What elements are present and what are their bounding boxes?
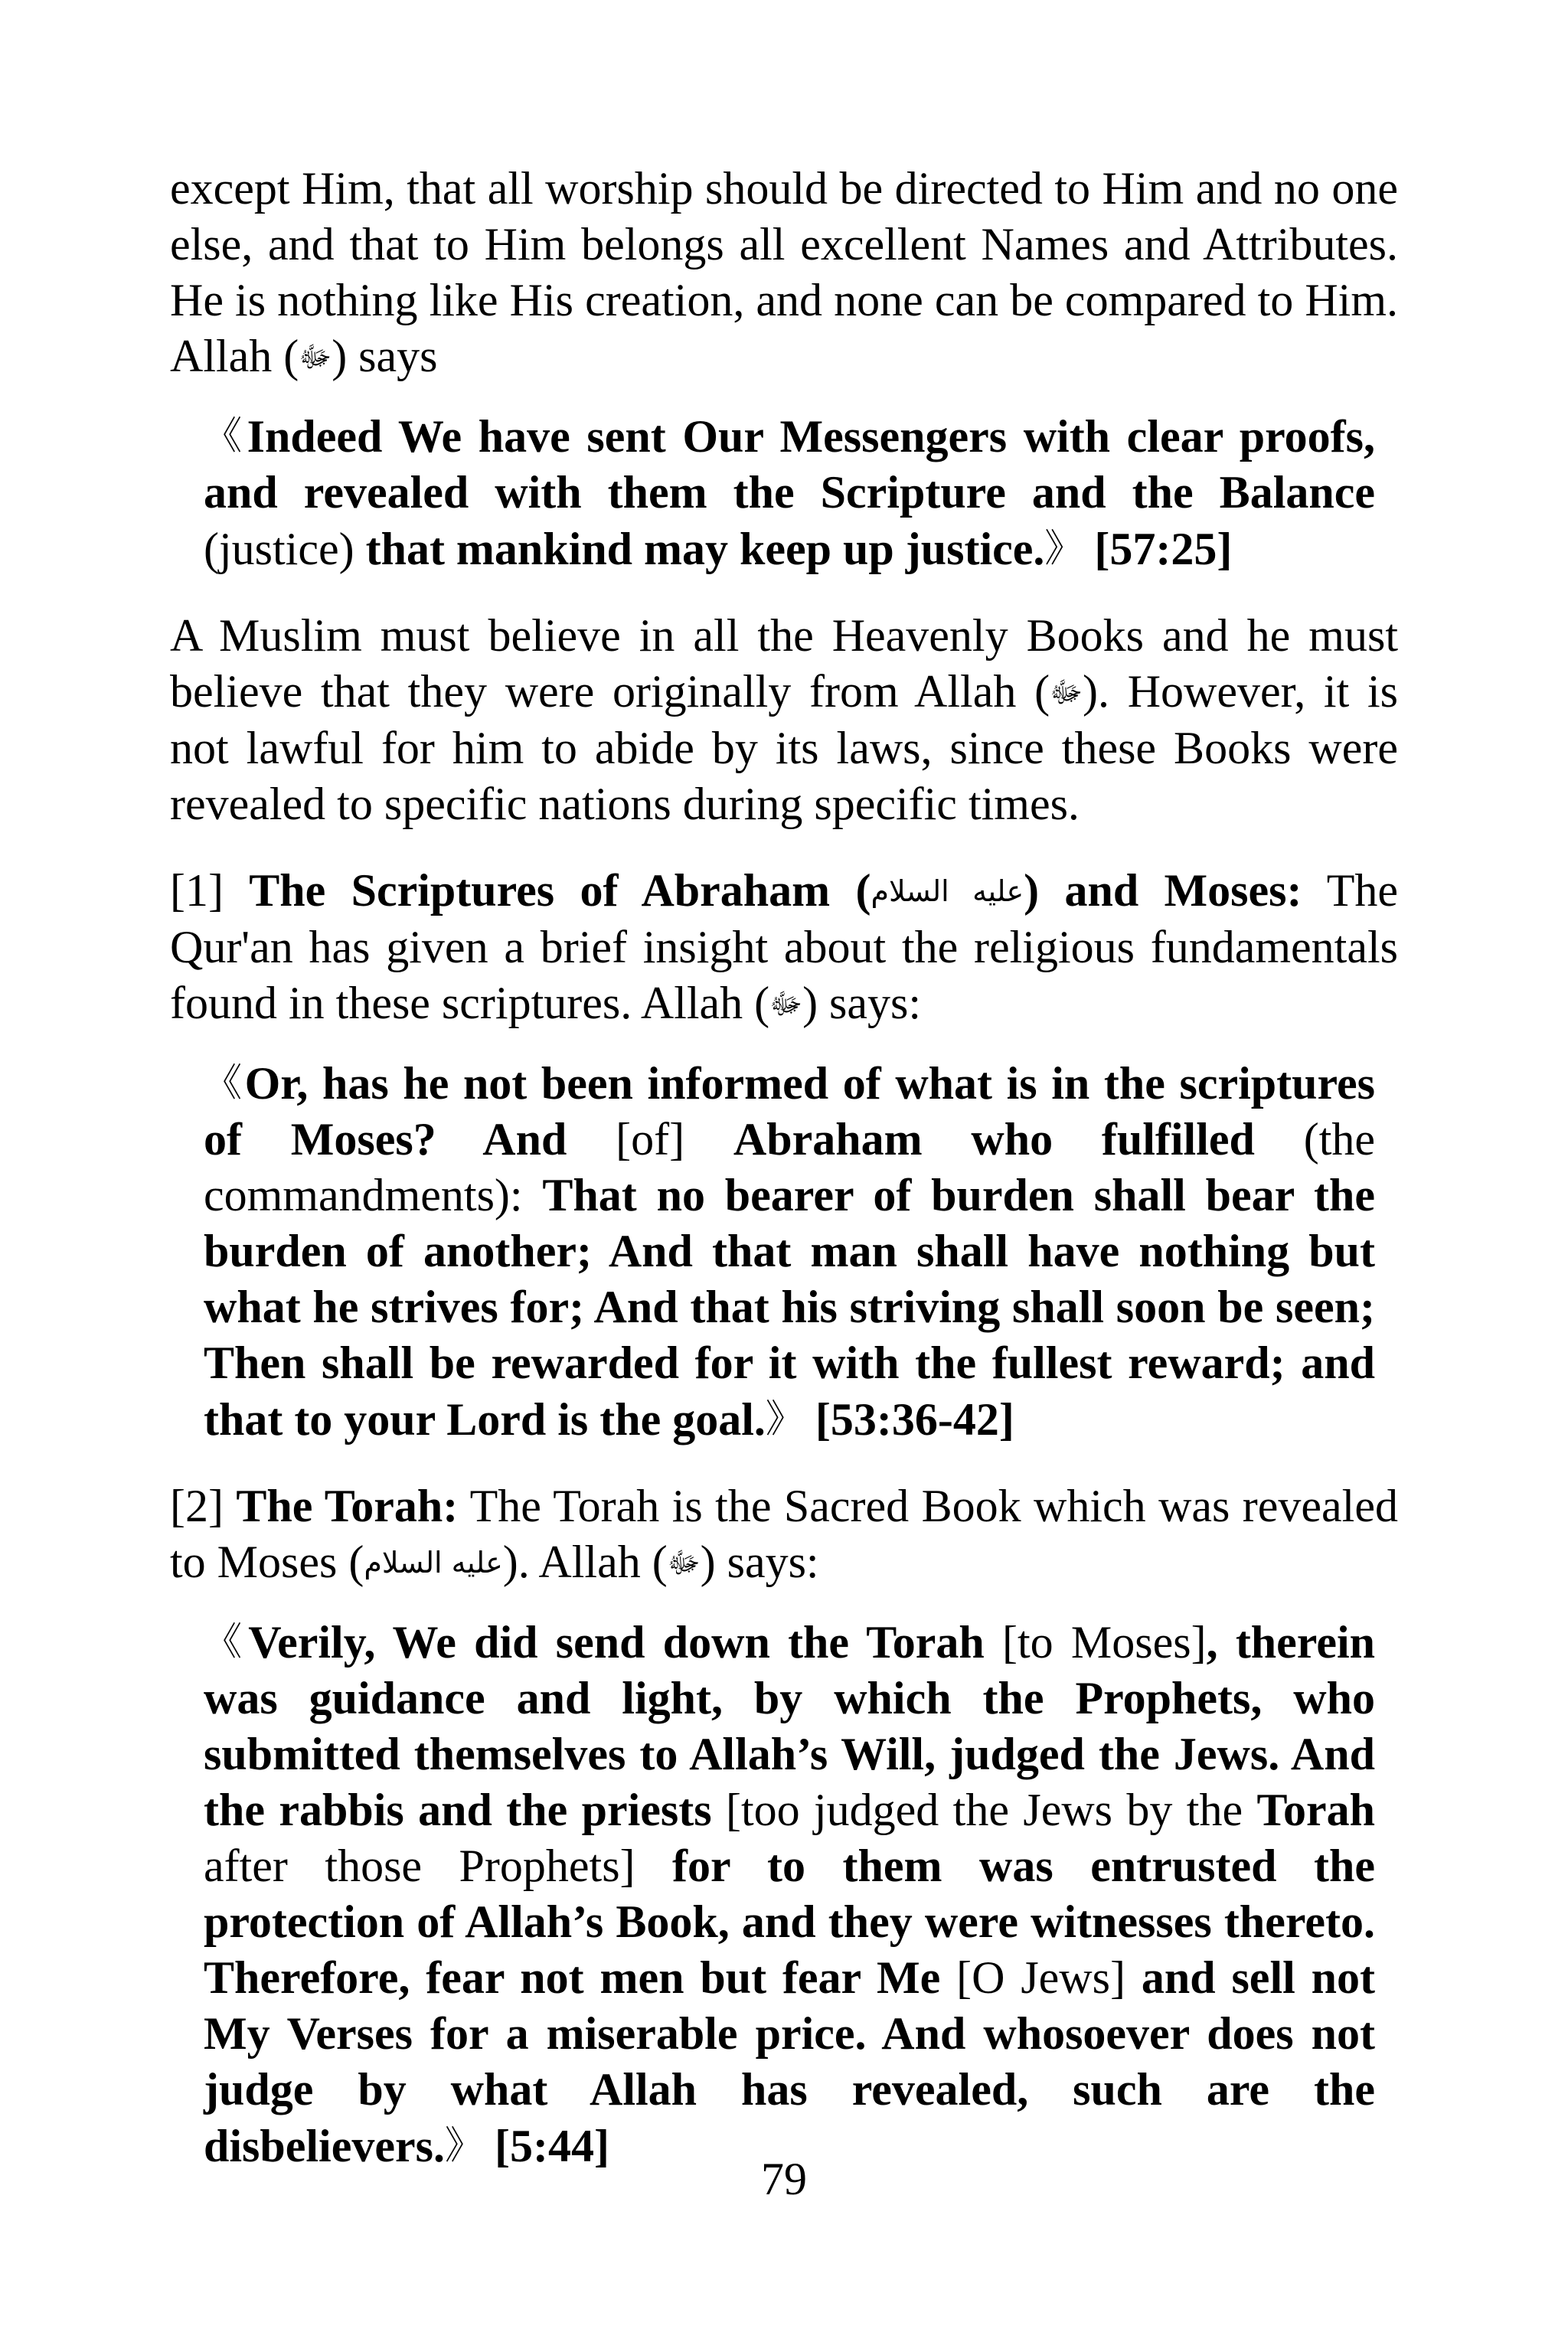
honorific-glyph: ﷻ xyxy=(1050,675,1083,709)
open-bracket-ornament: 《 xyxy=(204,1061,245,1104)
honorific-glyph: عليه السلام xyxy=(871,874,1024,908)
quote-plain-text: (the commandments): xyxy=(204,1114,1375,1220)
quran-quote-53-36-42 xyxy=(204,1055,1375,1448)
text-run: ) says: xyxy=(802,978,922,1028)
close-bracket-ornament: 》 xyxy=(444,2124,483,2167)
section-heading: The Torah: xyxy=(236,1481,459,1531)
close-bracket-ornament: 》 xyxy=(1044,527,1083,570)
quote-plain-text: (justice) xyxy=(204,524,366,574)
quote-bold-text: , therein was guidance and light, by which the Prophets, who submitted themselves to Allah’s Will, judged the Jews. And the rabbis and the priests xyxy=(204,1617,1376,1835)
verse-reference: [5:44] xyxy=(482,2121,609,2171)
open-bracket-ornament: 《 xyxy=(204,414,247,457)
text-run: The Qur'an has given a brief insight about the religious fundamentals found in these scriptures. Allah ( xyxy=(170,865,1398,1028)
text-run: ) says: xyxy=(700,1537,819,1587)
text-run: The Torah is the Sacred Book which was revealed to Moses ( xyxy=(170,1481,1398,1587)
quote-plain-text: [O Jews] xyxy=(940,1952,1142,2003)
text-run: ). However, it is not lawful for him to abide by its laws, since these Books were revealed to specific nations during specific times. xyxy=(170,666,1399,829)
honorific-glyph: ﷻ xyxy=(667,1546,701,1579)
text-run: ) says xyxy=(332,331,438,381)
quote-plain-text: [to Moses] xyxy=(984,1617,1207,1668)
honorific-glyph: ﷻ xyxy=(769,987,803,1021)
open-bracket-ornament: 《 xyxy=(204,1620,249,1663)
quote-bold-text: that mankind may keep up justice. xyxy=(365,524,1045,574)
quote-bold-text: Torah xyxy=(1256,1785,1375,1835)
page-body xyxy=(170,161,1398,2174)
quote-plain-text: [of] xyxy=(567,1114,733,1165)
quote-bold-text: and sell not My Verses for a miserable price. And whosoever does not judge by what Allah has revealed, such are the disbelievers. xyxy=(204,1952,1376,2171)
verse-reference: [53:36-42] xyxy=(803,1394,1014,1445)
quran-quote-5-44 xyxy=(204,1614,1375,2174)
quran-quote-57-25 xyxy=(204,408,1375,577)
quote-bold-text: Indeed We have sent Our Messengers with clear proofs, and revealed with them the Scripture and the Balance xyxy=(204,411,1375,518)
honorific-glyph: عليه السلام xyxy=(364,1546,503,1579)
paragraph-intro xyxy=(170,161,1398,385)
text-run: ). Allah ( xyxy=(502,1537,668,1587)
page-number: 79 xyxy=(761,2154,807,2204)
text-run: except Him, that all worship should be directed to Him and no one else, and that to Him belongs all excellent Names and Attributes. He is nothing like His creation, and none can be compared to Him. Allah ( xyxy=(170,163,1398,381)
section-scriptures-abraham-moses xyxy=(170,863,1398,1032)
paragraph-heavenly-books xyxy=(170,608,1398,832)
section-heading: The Scriptures of Abraham ( xyxy=(249,865,871,916)
section-number: [2] xyxy=(170,1481,237,1531)
quote-plain-text: [too judged the Jews by the xyxy=(711,1785,1257,1835)
section-torah xyxy=(170,1478,1398,1591)
verse-reference: [57:25] xyxy=(1083,524,1233,574)
text-run: A Muslim must believe in all the Heavenly Books and he must believe that they were originally from Allah ( xyxy=(170,610,1398,717)
quote-plain-text: after those Prophets] xyxy=(204,1841,673,1891)
honorific-glyph: ﷻ xyxy=(299,340,332,374)
section-number: [1] xyxy=(170,865,250,916)
quote-bold-text: Abraham who fulfilled xyxy=(733,1114,1255,1165)
quote-bold-text: for to them was entrusted the protection of Allah’s Book, and they were witnesses thereto. Therefore, fear not men but fear Me xyxy=(204,1841,1375,2003)
section-heading: ) and Moses: xyxy=(1024,865,1302,916)
close-bracket-ornament: 》 xyxy=(765,1397,804,1440)
quote-bold-text: That no bearer of burden shall bear the burden of another; And that man shall have nothing but what he strives for; And that his striving shall soon be seen; Then shall be rewarded for it with the fullest reward; and that to your Lord is the goal. xyxy=(204,1170,1375,1445)
quote-bold-text: Verily, We did send down the Torah xyxy=(248,1617,985,1668)
quote-bold-text: Or, has he not been informed of what is in the scriptures of Moses? And xyxy=(204,1058,1376,1165)
